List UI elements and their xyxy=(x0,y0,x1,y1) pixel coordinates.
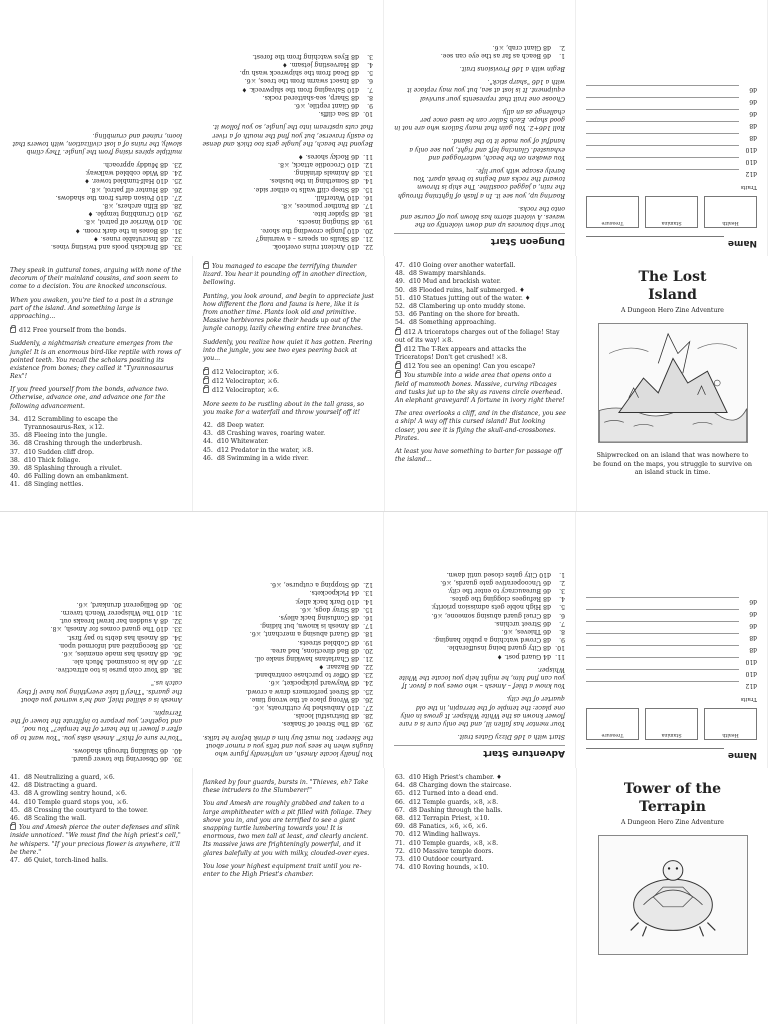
lock-row: d12 You see an opening! Can you escape? xyxy=(395,362,566,371)
list-item: 19.d8 Stinging insects. xyxy=(296,218,373,226)
list-item: 30.d10 Warrior elf patrol, ⚔8. xyxy=(84,218,182,226)
island-character-sheet xyxy=(576,0,768,256)
trait-row[interactable]: d8 xyxy=(586,121,757,133)
terrapin-art-icon xyxy=(599,836,747,954)
list-item: 40. d6 Falling down an embankment. xyxy=(10,473,129,481)
dungeon-start-para-3: You awaken on the beach, waterlogged and exhausted. Glancing left and right, you see only a handful of you made it to the island. xyxy=(409,137,565,161)
tower-panel-flipped-1 xyxy=(0,512,192,768)
list-item: 19.d8 Cobbled streets. xyxy=(297,638,373,646)
lock-icon xyxy=(10,824,16,830)
health-box[interactable]: Health xyxy=(704,196,757,228)
character-name-row xyxy=(586,748,757,760)
list-item: 17.d8 Panther pounces, ⚔8. xyxy=(281,202,373,210)
tower-flipped-1-para-2: Amesh is a skilled thief, and he's warned you about the guards. "They'll take everything you have if they catch us." xyxy=(17,679,182,703)
list-item: 43. d8 A growling sentry hound, ⚔6. xyxy=(10,790,127,798)
list-item: 68. d12 Terrapin Priest, ⚔10. xyxy=(395,814,490,822)
list-item: 38. d10 Thick foliage. xyxy=(10,456,81,464)
lock-icon xyxy=(395,329,401,335)
list-item: 70. d12 Winding hallways. xyxy=(395,831,481,839)
adventure-start-para-3: You know a thief – Amesh – who owes you a favor. If you can find him, he might help you locate the White Whisper. xyxy=(398,665,565,690)
tower-panel-flipped-3 xyxy=(384,512,576,768)
list-item: 44. d10 Whitewater. xyxy=(203,438,269,446)
cover-subtitle: A Dungeon Hero Zine Adventure xyxy=(621,306,724,314)
island-flipped-2-para: Beyond the beach, the jungle gets too thick and dense to easily traverse, but you find the mouth of a river that cuts upstream into the jungle, so you follow it. xyxy=(202,123,373,147)
tower-panel-pit xyxy=(192,768,384,1024)
lock-row: d12 The T-Rex appears and attacks the Triceratops! Don't get crushed! ⚔8. xyxy=(395,345,527,362)
list-item: 12.d10 Crocodile attack, ⚔8. xyxy=(278,161,373,169)
river-para-3: At least you have something to barter for passage off the island... xyxy=(395,447,562,464)
list-item: 25.d8 Street performers draw a crowd. xyxy=(245,687,373,695)
list-item: 5.d8 High noble gets admission priority. xyxy=(431,603,565,611)
list-item: 16.d8 Confusing back alleys. xyxy=(278,614,373,621)
list-item: 73. d10 Outdoor courtyard. xyxy=(395,855,484,863)
list-item: 72. d10 Massive temple doors. xyxy=(395,847,494,855)
list-item: 23.d8 Muddy approach. xyxy=(103,161,182,169)
list-item: 43. d8 Crashing waves, roaring water. xyxy=(203,430,326,438)
list-item: 45. d8 Crossing the courtyard to the tower. xyxy=(10,806,149,814)
list-item: 50. d8 Flooded ruins, half submerged. ♦ xyxy=(395,286,525,294)
list-item: 9.d6 Giant reptile, ⚔6. xyxy=(294,102,373,109)
infiltrate-list xyxy=(10,774,182,823)
list-item: 29.d8 The Street of Snakes. xyxy=(281,720,373,728)
lock-row: d12 Velociraptor, ⚔6. xyxy=(203,368,374,377)
list-item: 32.d8 A sudden bar brawl breaks out. xyxy=(59,617,182,625)
escape-list xyxy=(203,422,374,463)
list-item: 48. d8 Swampy marshlands. xyxy=(395,270,486,278)
list-item: 24.d8 Wayward pickpocket, ⚔6. xyxy=(268,679,373,687)
character-name-row xyxy=(586,236,757,248)
name-field[interactable] xyxy=(586,236,724,246)
tower-flipped-2-para: You finally locate Amesh, an unfriendly figure who laughs when he sees you and tells you a rumor about the Sleeper. You must buy him a drink before he talks. xyxy=(202,733,373,757)
list-item: 69. d8 Fanatics, ⚔6, ⚔6, ⚔6. xyxy=(395,823,488,831)
adventure-start-para-1: Start with a 1d6 Dizzy Gates trait. xyxy=(457,733,565,741)
tower-bottom-row xyxy=(0,768,768,1024)
cover-title: The Lost Island xyxy=(638,269,707,304)
river-para-2: The area overlooks a cliff, and in the distance, you see a ship! A way off this cursed island! But looking closer, you see it is flying the skull-and-crossbones. Pirates. xyxy=(395,410,566,442)
lock-row: You and Amesh pierce the outer defenses and slink inside unnoticed. "We must find the high priest's cell," he whispers. "If your precious flower is anywhere, it'll be there." xyxy=(10,824,181,856)
list-item: 33.d8 Brackish pools and twisting vines. xyxy=(50,243,182,250)
stamina-box[interactable]: Stamina xyxy=(645,708,698,740)
list-item: 28.d8 Elfin archers, ⚔8. xyxy=(102,202,182,210)
adventure-start-para-2: Your mentor has fallen ill, and the only cure is a rare flower known as the White Whisper. It grows in only one place: the temple of the terrapin, in the old quarter of the city. xyxy=(398,695,565,727)
list-item: 29.d10 Crumbling temple. ♦ xyxy=(87,210,182,218)
list-item: 46. d8 Scaling the wall. xyxy=(10,814,87,822)
adventure-start-list xyxy=(394,570,565,660)
list-item: 22.d6 Bazaar. ♦ xyxy=(318,663,373,671)
list-item: 45. d12 Predator in the water, ⚔8. xyxy=(203,446,314,454)
list-item: 64. d8 Charging down the staircase. xyxy=(395,782,512,790)
list-item: 24.d8 Wide cobbled walkway. xyxy=(85,169,182,177)
health-box[interactable]: Health xyxy=(704,708,757,740)
island-art-icon xyxy=(599,324,747,442)
cover-subtitle: A Dungeon Hero Zine Adventure xyxy=(621,818,724,826)
traits-label: Traits xyxy=(740,696,757,703)
list-item: 26.d8 Hunter elf patrol, ⚔8. xyxy=(89,185,182,193)
lock-row: d12 A triceratops charges out of the foliage! Stay out of its way! ⚔8. xyxy=(395,328,560,344)
list-item: 37.d6 Ale is consumed. Much ale. xyxy=(72,658,182,666)
lock-row: d12 Velociraptor, ⚔6. xyxy=(203,377,374,386)
list-item: 44. d10 Temple guard stops you, ⚔6. xyxy=(10,798,129,806)
dungeon-start-para-4: Roll 1d6+2. You gain that many Sailors who are not in good shape. Each Sailor can be used once per challenge as an ally. xyxy=(394,107,565,132)
list-item: 53. d6 Panting on the shore for breath. xyxy=(395,311,520,319)
lock-row: You managed to escape the terrifying thunder lizard. You hear it pounding off in another direction, bellowing. xyxy=(203,263,367,287)
name-label: Name xyxy=(727,238,757,248)
trait-row[interactable]: d8 xyxy=(586,133,757,145)
terrapin-illustration xyxy=(598,835,748,955)
list-item: 34.d8 Amesh has debts to pay first. xyxy=(66,633,182,641)
island-cover xyxy=(576,256,768,512)
list-item: 11.d4 Guard post. ♦ xyxy=(496,652,565,660)
tower-cover xyxy=(576,768,768,1024)
list-item: 66. d12 Temple guards, ⚔8, ⚔8. xyxy=(395,798,499,806)
trait-row[interactable]: d6 xyxy=(586,621,757,633)
list-item: 49. d10 Mud and brackish water. xyxy=(395,278,501,286)
tower-panel-flipped-2 xyxy=(192,512,384,768)
list-item: 39. d8 Splashing through a rivulet. xyxy=(10,464,123,472)
list-item: 20.d10 Jungle crowding the shore. xyxy=(260,226,373,234)
lock-icon xyxy=(203,378,209,384)
island-panel-river xyxy=(384,256,576,512)
island-flipped-2-list-b xyxy=(202,52,373,118)
lock-row: d12 Free yourself from the bonds. xyxy=(10,326,182,335)
list-item: 3.d6 Bureaucracy to enter the city. xyxy=(447,587,565,595)
lock-row: d12 Velociraptor, ⚔6. xyxy=(203,386,374,395)
list-item: 11.d6 Rocky shores. ♦ xyxy=(297,152,373,160)
list-item: 9.d8 Crowd watching a public hanging. xyxy=(433,636,565,644)
capture-para-2: When you awaken, you're tied to a post in a strange part of the island. And something large is approaching... xyxy=(10,296,174,320)
river-list xyxy=(395,262,566,328)
list-item: 13.d4 Pickpockets. xyxy=(309,589,373,597)
list-item: 4.d8 Harvesting jetsam. ♦ xyxy=(282,61,373,69)
list-item: 27.d10 Ambushed by cutthroats, ⚔6. xyxy=(252,704,373,712)
list-item: 23.d8 Offer to purchase contraband. xyxy=(254,671,373,679)
island-flipped-2-list-a xyxy=(202,152,373,250)
tower-flipped-1-list-a xyxy=(10,746,182,762)
tower-panel-escape xyxy=(384,768,576,1024)
list-item: 14.d10 Dark back alley. xyxy=(295,597,373,605)
list-item: Tyrannosaurus-Rex, ⚔12. xyxy=(24,424,105,431)
list-item: 38.d8 Your coin purse is too attractive. xyxy=(55,666,182,674)
tower-flipped-2-list xyxy=(202,580,373,727)
list-item: 15.d8 Stray dogs, ⚔6. xyxy=(300,605,373,613)
cover-title: Tower of the Terrapin xyxy=(623,781,722,816)
island-flipped-1-list xyxy=(10,160,182,250)
list-item: 71. d10 Temple guards, ⚔8, ⚔8. xyxy=(395,839,499,847)
tower-panel-infiltrate xyxy=(0,768,192,1024)
island-panel-escape xyxy=(192,256,384,512)
list-item: 26.d8 Wrong place at the wrong time. xyxy=(249,695,373,703)
list-item: 47. d10 Going over another waterfall. xyxy=(395,262,516,269)
list-item: 27.d10 Poison darts from the shadows. xyxy=(55,193,182,201)
island-flipped-1-para: multiple spires rising from the jungle. They climb slowly, the ruins of a lost civilization, with towers that loom, ruined and crumbling. xyxy=(12,131,182,155)
list-item: 32.d8 Inscrutable runes. ♦ xyxy=(93,234,182,242)
island-panel-capture xyxy=(0,256,192,512)
list-item: 74. d10 Roving hounds, ⚔10. xyxy=(395,864,489,872)
list-item: 16.d10 Waterfall. xyxy=(314,193,373,201)
lock-row: You stumble into a wide area that opens onto a field of mammoth bones. Massive, curving ribcages and tusks jut up to the sky as ravens circle overhead. An elephant graveyard! A fortune in ivory right there! xyxy=(395,372,565,404)
trait-row[interactable]: d10 xyxy=(586,145,757,157)
trait-row[interactable]: d6 xyxy=(586,97,757,109)
list-item: 33.d10 The guard comes for Amesh, ⚔8. xyxy=(50,625,182,633)
list-item: 67. d8 Dashing through the halls. xyxy=(395,806,503,814)
lock-icon xyxy=(203,387,209,393)
list-item: 10.d8 Sea cliffs. xyxy=(318,110,373,118)
list-item: 42. d8 Distracting a guard. xyxy=(10,782,98,790)
list-item: 47. d6 Quiet, torch-lined halls. xyxy=(10,856,108,864)
name-label: Name xyxy=(727,750,757,760)
list-item: 41. d8 Singing nettles. xyxy=(10,481,84,489)
list-item: 31.d8 Bones in the dark room. ♦ xyxy=(74,226,182,234)
trait-row[interactable]: d6 xyxy=(586,109,757,121)
list-item: 18.d8 Guard abusing a merchant, ⚔6. xyxy=(249,630,373,638)
trait-row[interactable]: d6 xyxy=(586,85,757,97)
capture-para-4: If you freed yourself from the bonds, advance two. Otherwise, advance one, and advance one for the following advancement. xyxy=(10,386,169,410)
list-item: 34. d12 Scrambling to escape the xyxy=(10,415,118,423)
list-item: 54. d8 Something approaching. xyxy=(395,319,497,327)
stat-boxes xyxy=(586,196,757,228)
infiltrate-list-2 xyxy=(10,857,182,865)
list-item: 5.d8 Dead from the shipwreck wash up. xyxy=(239,69,373,77)
dungeon-start-title: Dungeon Start xyxy=(394,233,565,246)
trait-row[interactable]: d12 xyxy=(586,681,757,693)
dungeon-start-para-2: Roaring up, you see it. In a flash of lightning through the rain, a jagged coastline. The ship is thrown toward the rocks and begins to break apart. You barely escape with your life. xyxy=(397,167,565,199)
list-item: 25.d10 Half-tumbled tower. ♦ xyxy=(84,177,182,185)
lock-icon xyxy=(395,372,401,378)
escape-para-3: Suddenly, you realize how quiet it has gotten. Peering into the jungle, you see two eyes peering back at you... xyxy=(203,338,373,362)
list-item: 21.d8 Charlatans hawking snake oil. xyxy=(254,654,373,662)
cover-blurb: Shipwrecked on an island that was nowhere to be found on the maps, you struggle to survive on an island stuck in time. xyxy=(593,451,752,477)
tower-top-row xyxy=(0,512,768,768)
lock-icon xyxy=(203,369,209,375)
list-item: 22.d10 Ancient ruins overlook. xyxy=(272,243,373,250)
lock-icon xyxy=(203,263,209,269)
list-item: 6.d8 Cruel guard abusing someone, ⚔6. xyxy=(431,611,565,619)
list-item: 21.d8 Skulls on spears – a warning? xyxy=(255,234,373,242)
list-item: 63. d10 High Priest's chamber. ♦ xyxy=(395,774,502,781)
list-item: 36. d8 Crashing through the underbrush. xyxy=(10,440,143,448)
treasure-box[interactable]: Treasure xyxy=(586,708,639,740)
island-panel-flipped-1 xyxy=(0,0,192,256)
island-bottom-row xyxy=(0,256,768,512)
list-item: 4.d8 Refugees clogging the gates. xyxy=(450,595,565,603)
list-item: 30.d6 Belligerent drunkard, ⚔6. xyxy=(76,600,182,608)
list-item: 28.d8 Distrustful locals. xyxy=(293,712,373,720)
trait-row[interactable]: d10 xyxy=(586,657,757,669)
tower-flipped-1-list-b xyxy=(10,600,182,674)
trait-row[interactable]: d6 xyxy=(586,597,757,609)
list-item: 3.d8 Eyes watching from the forest. xyxy=(252,52,373,60)
list-item: 7.d10 Salvaging from the shipwreck. ♦ xyxy=(241,85,373,93)
list-item: 65. d12 Turned into a dead end. xyxy=(395,790,499,798)
lock-icon xyxy=(10,327,16,333)
island-panel-flipped-2 xyxy=(192,0,384,256)
trait-row[interactable]: d12 xyxy=(586,169,757,181)
list-item: 42. d8 Deep water. xyxy=(203,422,265,429)
list-item: 18.d8 Spider bite. xyxy=(312,210,373,218)
trait-row[interactable]: d8 xyxy=(586,633,757,645)
capture-list xyxy=(10,416,182,490)
pit-para-3: You lose your highest equipment trait until you re-enter to the High Priest's chamber. xyxy=(203,862,362,878)
escape-para-2: Panting, you look around, and begin to appreciate just how different the flora and fauna is here, like it is from another time. Plants look old and primitive. Massive herbivores poke their heads up out of the jungle canopy, lazily chewing entire tree branches. xyxy=(203,292,374,333)
list-item: 12.d6 Stopping a cutpurse, ⚔6. xyxy=(270,581,373,589)
pit-para-2: You and Amesh are roughly grabbed and taken to a large amphitheater with a pit filled with foliage. They shove you in, and you are terrified to see a giant snapping turtle lumbering towards you! It is enormous, two men tall at least, and clearly ancient. Its massive jaws are frighteningly powerful, and it glares balefully at you with milky, clouded-over eyes. xyxy=(203,800,372,857)
name-field[interactable] xyxy=(586,748,724,758)
list-item: 8.d6 Thieves, ⚔6. xyxy=(501,628,565,636)
trait-row[interactable]: d10 xyxy=(586,157,757,169)
traits-label: Traits xyxy=(740,184,757,191)
list-item: 40.d6 Skulking through shadows. xyxy=(72,746,182,754)
trait-row[interactable]: d8 xyxy=(586,645,757,657)
tower-flipped-1-para-1: "You're sure of this?" Amesh asks you. "You want to go after a flower in the heart of the temple?" You nod, and together, you prepare to infiltrate the tower of the Terrapin. xyxy=(10,709,182,741)
trait-row[interactable]: d6 xyxy=(586,609,757,621)
island-panel-flipped-3 xyxy=(384,0,576,256)
capture-intro: They speak in guttural tones, arguing with none of the decorum of their mainland cousins, and soon seem to come to a decision. You are knocked unconscious. xyxy=(10,267,182,291)
list-item: 52. d8 Clambering up onto muddy stone. xyxy=(395,302,526,310)
list-item: 7.d6 Street urchins. xyxy=(494,619,565,627)
list-item: 31.d10 The Whisperer Wench tavern. xyxy=(60,609,182,616)
island-top-row xyxy=(0,0,768,256)
list-item: 35.d8 Recognized and informed upon. xyxy=(58,641,182,649)
treasure-box[interactable]: Treasure xyxy=(586,196,639,228)
stat-boxes xyxy=(586,708,757,740)
list-item: 2.d6 Uncooperative gate guards, ⚔6. xyxy=(440,578,565,586)
list-item: 20.d8 Bad directions, bad area. xyxy=(270,646,373,654)
dungeon-start-para-1: Your ship bounces up and down violently on the waves. A violent storm has blown you off course and onto the rocks. xyxy=(400,204,565,229)
list-item: 17.d8 Amesh is known, but hiding. xyxy=(260,622,373,630)
list-item: 14.d8 Something in the bushes. xyxy=(269,177,373,185)
list-item: 41. d8 Neutralizing a guard, ⚔6. xyxy=(10,774,115,781)
tower-sheet xyxy=(0,512,768,1024)
list-item: 10.d8 City guard being insufferable. xyxy=(447,644,565,652)
list-item: 51. d10 Statues jutting out of the water. ♦ xyxy=(395,294,531,302)
trait-row[interactable]: d10 xyxy=(586,669,757,681)
list-item: 2.d8 Giant crab, ⚔6. xyxy=(492,43,565,51)
list-item: 37. d10 Sudden cliff drop. xyxy=(10,448,94,456)
dungeon-start-list xyxy=(394,43,565,59)
list-item: 15.d8 Steep cliff walls to either side. xyxy=(253,185,373,193)
pit-para-1: flanked by four guards, bursts in. "Thieves, eh? Take these intruders to the Slumberer!" xyxy=(203,779,369,795)
list-item: 36.d8 Amesh has made enemies, ⚔6. xyxy=(61,649,182,657)
adventure-start-title: Adventure Start xyxy=(394,745,565,758)
lock-icon xyxy=(395,363,401,369)
list-item: 1.d6 Beach as far as the eye can see. xyxy=(440,51,565,59)
list-item: 35. d8 Fleeing into the jungle. xyxy=(10,432,108,440)
escape-para-4: More seem to be rustling about in the tall grass, so you make for a waterfall and throw yourself off it! xyxy=(203,400,364,416)
list-item: 46. d8 Swimming in a wide river. xyxy=(203,454,309,462)
list-item: 39.d6 Observing the tower guard. xyxy=(71,755,182,762)
tower-escape-list xyxy=(395,774,566,872)
lock-icon xyxy=(395,346,401,352)
dungeon-start-para-5: Choose one trait that represents your survival equipment. It is lost at sea, but you may replace it with a 1d6 "sharp stick". xyxy=(407,78,565,102)
capture-para-3: Suddenly, a nightmarish creature emerges from the jungle! It is an enormous bird-like reptile with rows of pointed teeth. You recall the scholars positing its existence from bones; they called it "Tyrannosaurus Rex"! xyxy=(10,340,181,381)
list-item: 8.d8 Sharp, sea-shattered rocks. xyxy=(262,93,373,101)
tower-character-sheet xyxy=(576,512,768,768)
list-item: 1.d10 City gates closed until dawn. xyxy=(446,570,565,578)
list-item: 13.d8 Animals drinking. xyxy=(293,169,373,177)
stamina-box[interactable]: Stamina xyxy=(645,196,698,228)
list-item: 6.d8 Insect swarm from the trees, ⚔6. xyxy=(244,77,373,85)
island-illustration xyxy=(598,323,748,443)
dungeon-start-para-6: Begin with a 1d6 Provisions trait. xyxy=(459,65,565,73)
